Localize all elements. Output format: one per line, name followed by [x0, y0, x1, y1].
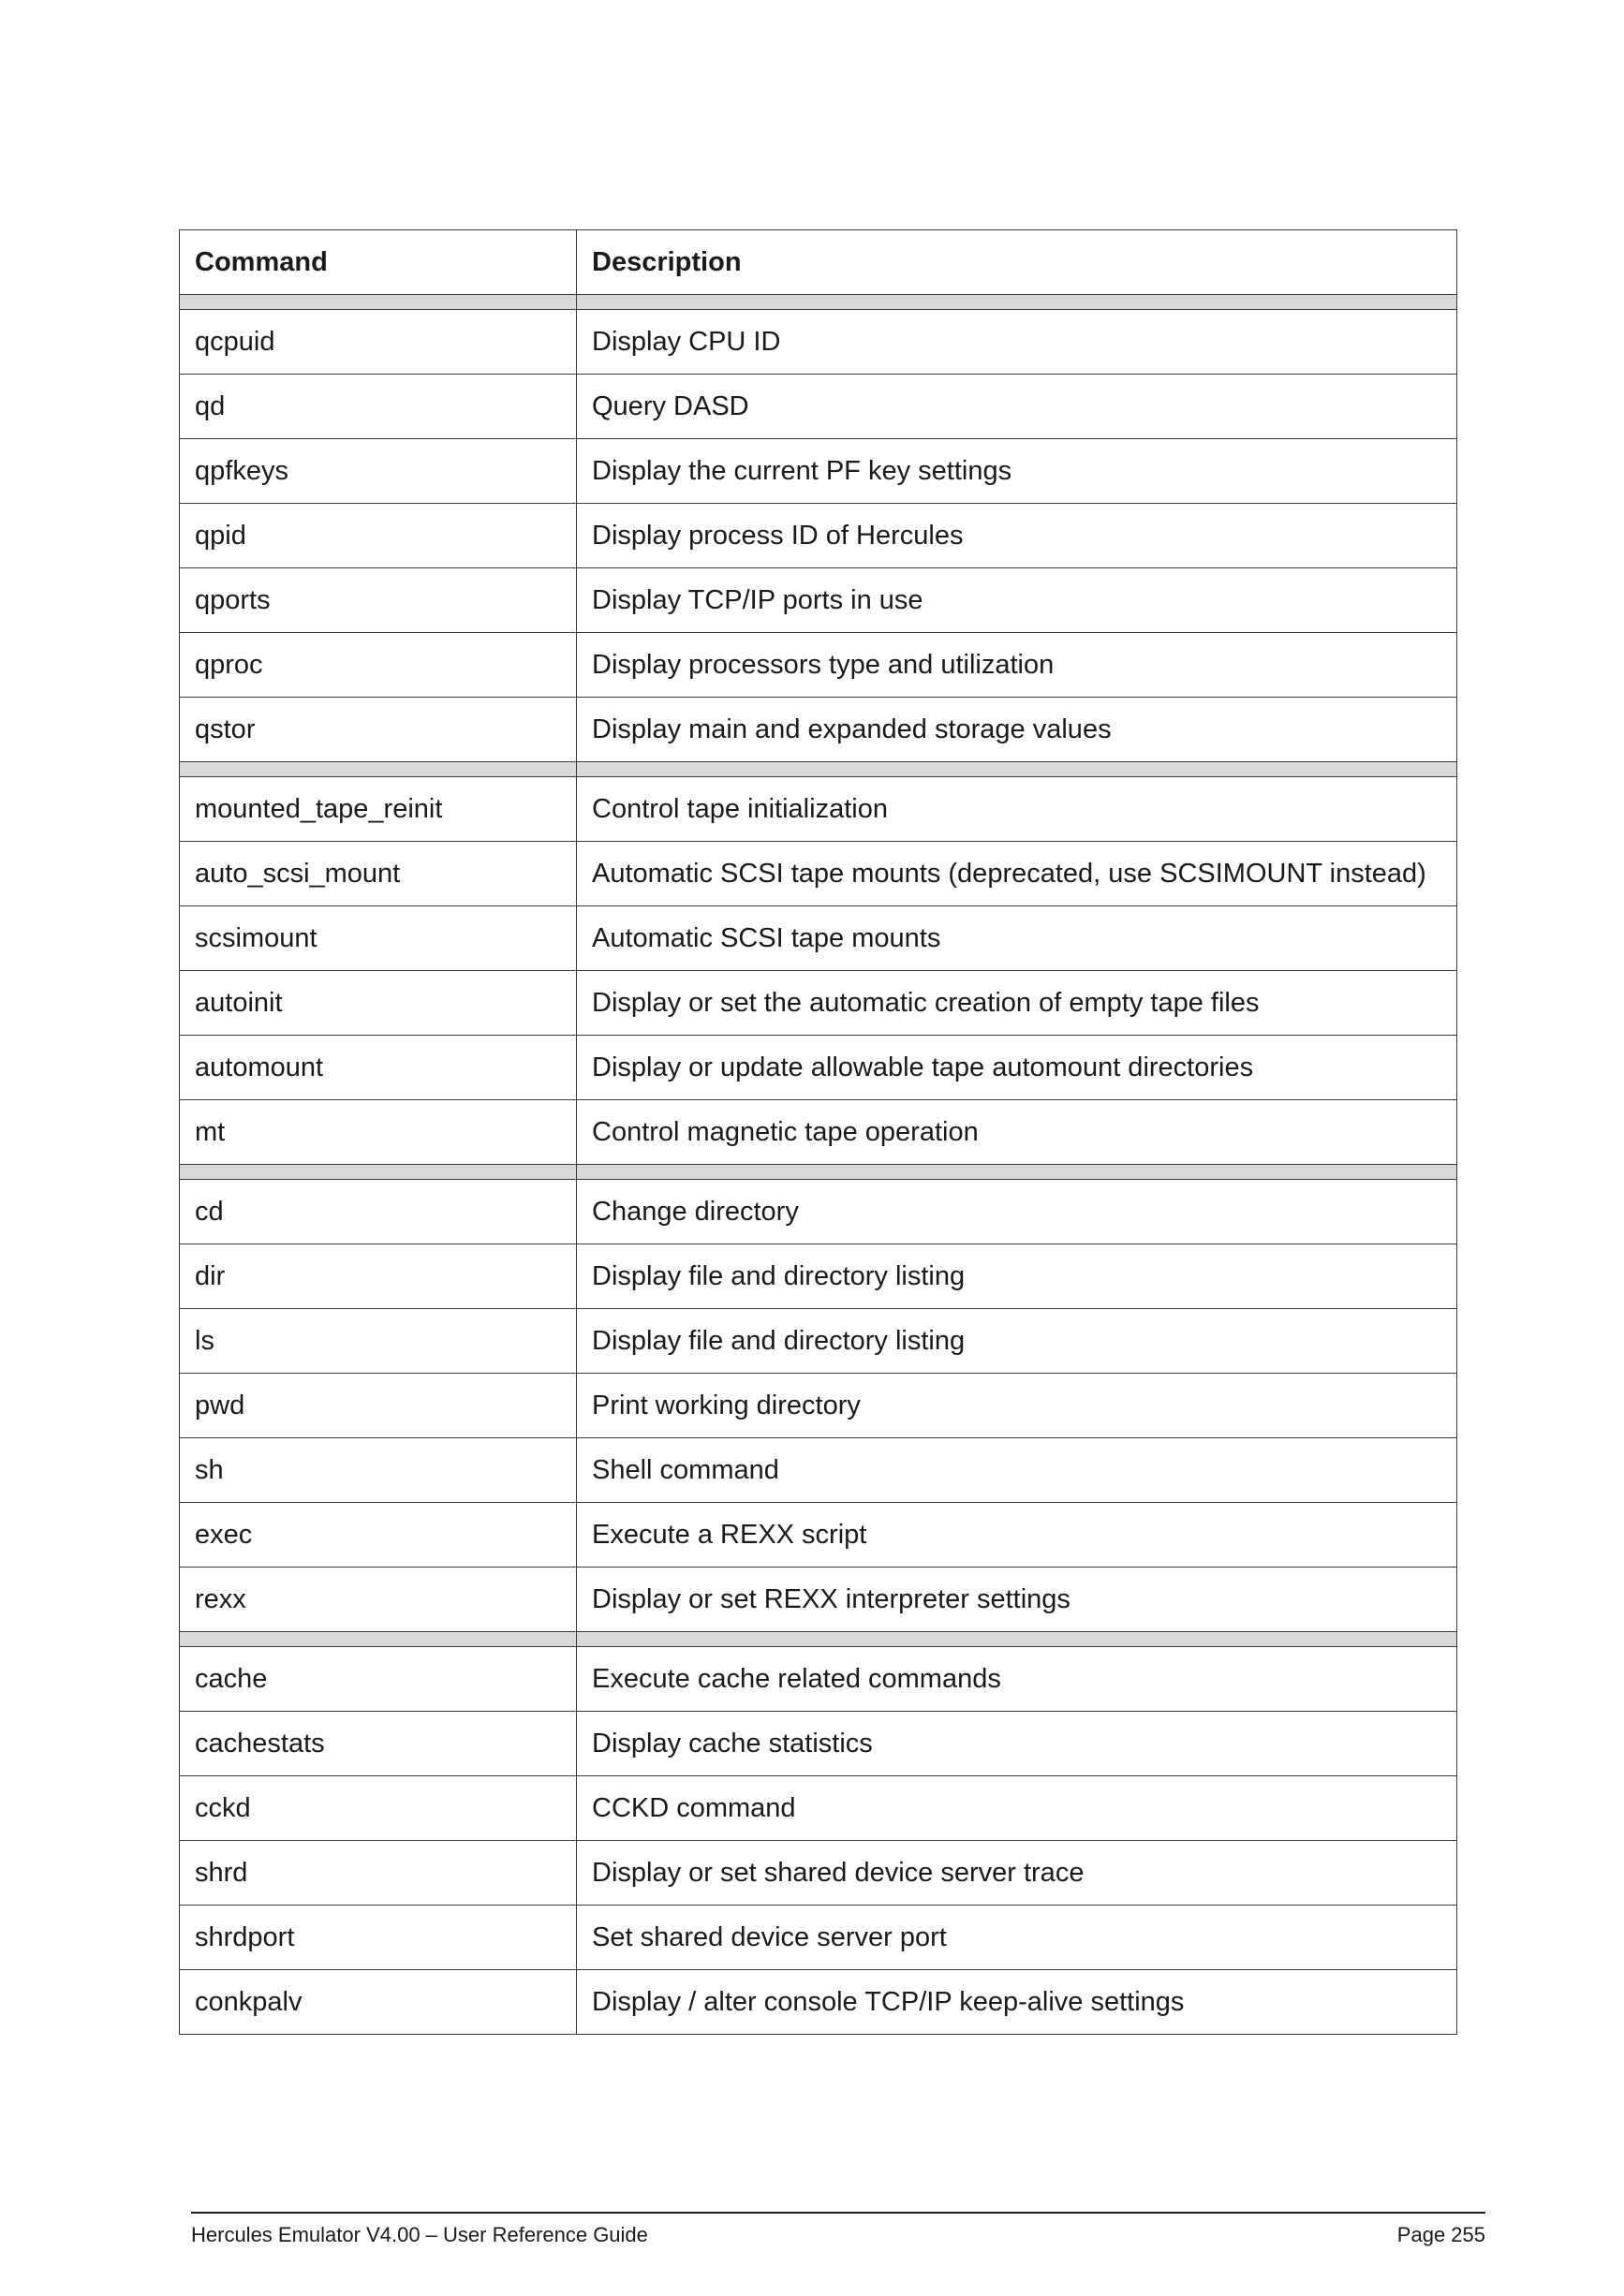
command-cell: cckd [180, 1776, 577, 1841]
group-separator-row [180, 1165, 1457, 1180]
command-cell: exec [180, 1503, 577, 1567]
command-cell: auto_scsi_mount [180, 842, 577, 906]
command-cell: dir [180, 1244, 577, 1309]
table-row [180, 971, 1457, 1036]
command-cell: shrd [180, 1841, 577, 1906]
column-header-description: Description [577, 230, 1457, 295]
command-cell: qproc [180, 633, 577, 698]
command-cell: qports [180, 568, 577, 633]
command-cell: cachestats [180, 1712, 577, 1776]
table-row [180, 698, 1457, 762]
command-cell: qpfkeys [180, 439, 577, 504]
table-row [180, 1567, 1457, 1632]
command-cell: pwd [180, 1374, 577, 1438]
description-cell: Display file and directory listing [577, 1309, 1457, 1374]
description-cell: Display cache statistics [577, 1712, 1457, 1776]
command-cell: automount [180, 1036, 577, 1100]
table-row [180, 504, 1457, 568]
command-cell: sh [180, 1438, 577, 1503]
footer-title: Hercules Emulator V4.00 – User Reference Guide [191, 2223, 648, 2246]
description-cell: Display main and expanded storage values [577, 698, 1457, 762]
separator-cell [577, 295, 1457, 310]
table-row [180, 568, 1457, 633]
group-separator-row [180, 295, 1457, 310]
description-cell: Display or set REXX interpreter settings [577, 1567, 1457, 1632]
page-footer [191, 2212, 1485, 2247]
description-cell: Automatic SCSI tape mounts [577, 906, 1457, 971]
description-cell: Query DASD [577, 375, 1457, 439]
description-cell: Display or set shared device server trace [577, 1841, 1457, 1906]
description-cell: Change directory [577, 1180, 1457, 1244]
description-cell: Print working directory [577, 1374, 1457, 1438]
description-cell: Shell command [577, 1438, 1457, 1503]
table-row [180, 1970, 1457, 2035]
table-row [180, 842, 1457, 906]
table-header-row [180, 230, 1457, 295]
command-cell: qpid [180, 504, 577, 568]
table-row [180, 439, 1457, 504]
table-row [180, 1712, 1457, 1776]
separator-cell [180, 1165, 577, 1180]
description-cell: Display or update allowable tape automount directories [577, 1036, 1457, 1100]
description-cell: Execute a REXX script [577, 1503, 1457, 1567]
table-row [180, 1100, 1457, 1165]
description-cell: Automatic SCSI tape mounts (deprecated, use SCSIMOUNT instead) [577, 842, 1457, 906]
description-cell: Display file and directory listing [577, 1244, 1457, 1309]
description-cell: CCKD command [577, 1776, 1457, 1841]
command-cell: mt [180, 1100, 577, 1165]
description-cell: Display TCP/IP ports in use [577, 568, 1457, 633]
table-row [180, 1906, 1457, 1970]
page-number: Page 255 [1396, 2223, 1485, 2246]
description-cell: Execute cache related commands [577, 1647, 1457, 1712]
command-cell: ls [180, 1309, 577, 1374]
table-row [180, 310, 1457, 375]
command-cell: conkpalv [180, 1970, 577, 2035]
command-cell: qstor [180, 698, 577, 762]
description-cell: Display processors type and utilization [577, 633, 1457, 698]
description-cell: Control tape initialization [577, 777, 1457, 842]
command-cell: qd [180, 375, 577, 439]
description-cell: Set shared device server port [577, 1906, 1457, 1970]
command-cell: rexx [180, 1567, 577, 1632]
separator-cell [180, 295, 577, 310]
description-cell: Display or set the automatic creation of empty tape files [577, 971, 1457, 1036]
separator-cell [180, 1632, 577, 1647]
table-row [180, 375, 1457, 439]
table-row [180, 1503, 1457, 1567]
description-cell: Display CPU ID [577, 310, 1457, 375]
description-cell: Display process ID of Hercules [577, 504, 1457, 568]
table-row [180, 1180, 1457, 1244]
table-row [180, 1374, 1457, 1438]
description-cell: Display / alter console TCP/IP keep-alive settings [577, 1970, 1457, 2035]
column-header-command: Command [180, 230, 577, 295]
group-separator-row [180, 1632, 1457, 1647]
command-cell: cd [180, 1180, 577, 1244]
table-row [180, 777, 1457, 842]
separator-cell [180, 762, 577, 777]
group-separator-row [180, 762, 1457, 777]
table-row [180, 1438, 1457, 1503]
table-row [180, 1244, 1457, 1309]
command-cell: shrdport [180, 1906, 577, 1970]
command-cell: qcpuid [180, 310, 577, 375]
table-body [180, 295, 1457, 2035]
description-cell: Control magnetic tape operation [577, 1100, 1457, 1165]
command-cell: scsimount [180, 906, 577, 971]
table-row [180, 1841, 1457, 1906]
table-row [180, 1036, 1457, 1100]
table-row [180, 1309, 1457, 1374]
command-cell: mounted_tape_reinit [180, 777, 577, 842]
command-cell: autoinit [180, 971, 577, 1036]
command-table [179, 229, 1457, 2035]
separator-cell [577, 762, 1457, 777]
table-row [180, 633, 1457, 698]
separator-cell [577, 1632, 1457, 1647]
table-row [180, 906, 1457, 971]
table-row [180, 1776, 1457, 1841]
separator-cell [577, 1165, 1457, 1180]
table-row [180, 1647, 1457, 1712]
description-cell: Display the current PF key settings [577, 439, 1457, 504]
command-cell: cache [180, 1647, 577, 1712]
